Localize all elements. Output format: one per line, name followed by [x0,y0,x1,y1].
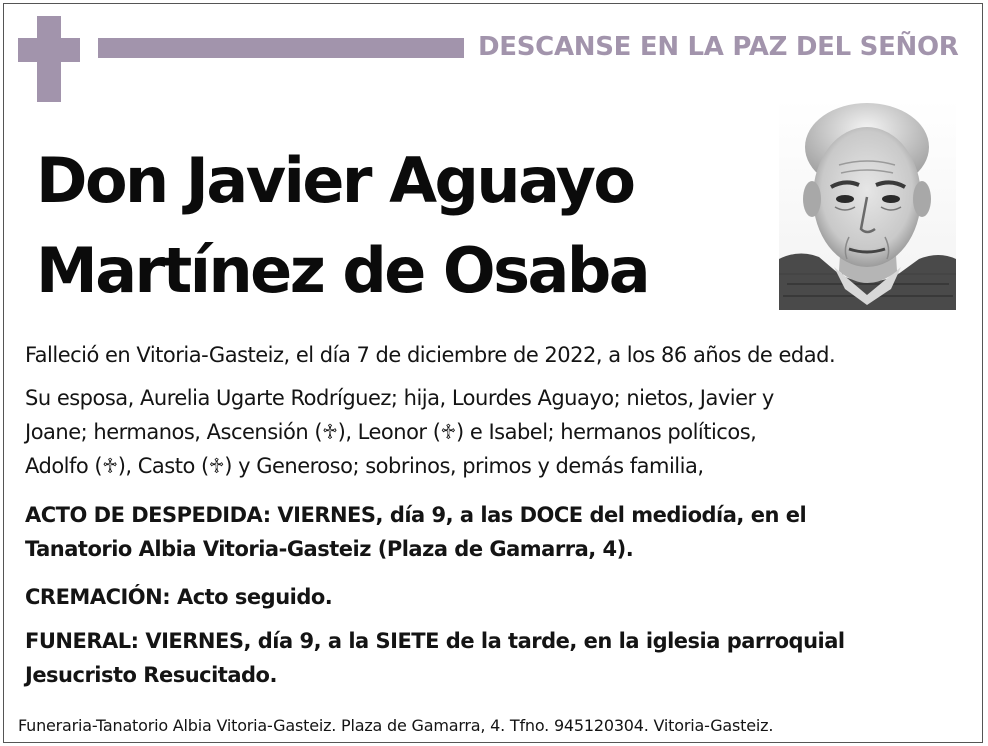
farewell-paragraph [25,498,965,566]
farewell-line-1: ACTO DE DESPEDIDA: VIERNES, día 9, a las DOCE del mediodía, en el [25,503,807,527]
funeral-home-footer: Funeraria-Tanatorio Albia Vitoria-Gasteiz. Plaza de Gamarra, 4. Tfno. 945120304. Vitoria-Gasteiz. [18,716,774,735]
family-line-1: Su esposa, Aurelia Ugarte Rodríguez; hija, Lourdes Aguayo; nietos, Javier y [25,386,774,410]
funeral-line-2: Jesucristo Resucitado. [25,663,277,687]
farewell-line-2: Tanatorio Albia Vitoria-Gasteiz (Plaza de Gamarra, 4). [25,537,634,561]
cremation-paragraph: CREMACIÓN: Acto seguido. [25,585,333,609]
deceased-name-line-1: Don Javier Aguayo [36,144,634,217]
family-line-2: Joane; hermanos, Ascensión (♱), Leonor (♱) e Isabel; hermanos políticos, [25,420,757,444]
header-divider-band [98,38,464,58]
deceased-name-line-2: Martínez de Osaba [36,234,649,307]
deceased-portrait [779,99,956,310]
funeral-paragraph [25,624,965,692]
family-paragraph [25,381,965,483]
deceased-name [36,136,756,316]
family-line-3: Adolfo (♱), Casto (♱) y Generoso; sobrinos, primos y demás familia, [25,454,704,478]
death-notice: Falleció en Vitoria-Gasteiz, el día 7 de diciembre de 2022, a los 86 años de edad. [25,343,836,367]
rest-in-peace-banner: DESCANSE EN LA PAZ DEL SEÑOR [478,32,959,62]
funeral-line-1: FUNERAL: VIERNES, día 9, a la SIETE de la tarde, en la iglesia parroquial [25,629,845,653]
